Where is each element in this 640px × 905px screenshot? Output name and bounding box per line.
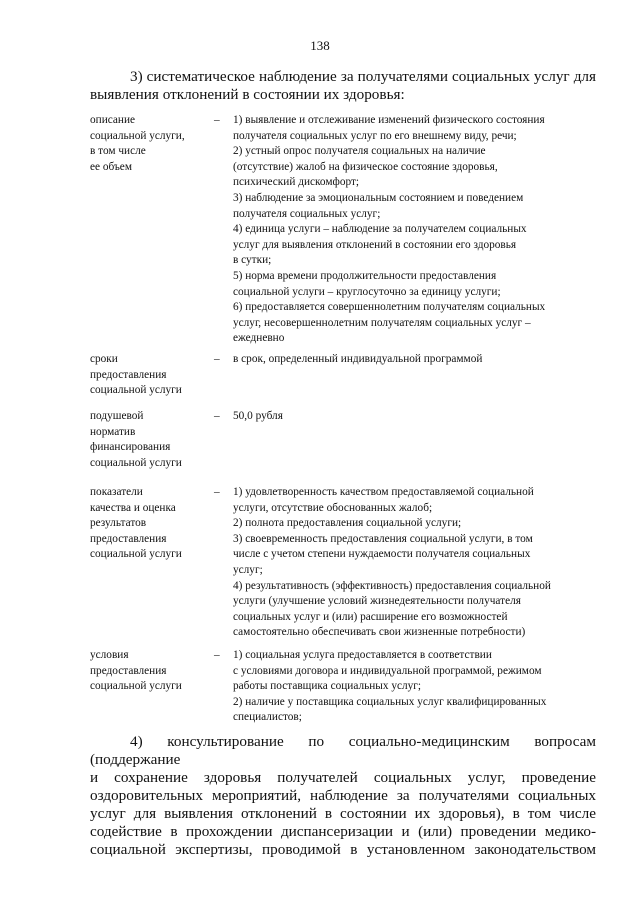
label-line: норматив	[90, 425, 136, 438]
content-line: 2) устный опрос получателя социальных на наличие	[233, 145, 486, 158]
content-line: в срок, определенный индивидуальной программой	[233, 353, 483, 365]
label-line: социальной услуги	[90, 456, 182, 469]
outro-line: оздоровительных мероприятий, наблюдение за получателями социальных	[90, 787, 596, 804]
label-line: показатели	[90, 486, 143, 498]
content-line: числе с учетом степени нуждаемости получателя социальных	[233, 548, 531, 561]
dash-separator: –	[214, 114, 220, 126]
content-line: в сутки;	[233, 254, 272, 267]
content-line: услуги (улучшение условий жизнедеятельности получателя	[233, 595, 521, 608]
section-label	[90, 113, 208, 175]
content-line: ежедневно	[233, 332, 285, 345]
content-line: услуги, отсутствие обоснованных жалоб;	[233, 501, 433, 514]
intro-paragraph: 3) систематическое наблюдение за получателями социальных услуг для выявления отклонений в состоянии их здоровья:	[90, 68, 596, 103]
label-line: описание	[90, 114, 136, 126]
content-line: социальной услуги – круглосуточно за единицу услуги;	[233, 285, 501, 298]
section-description	[90, 113, 600, 345]
dash-separator: –	[214, 410, 220, 422]
label-line: социальной услуги	[90, 680, 182, 693]
label-line: социальной услуги	[90, 384, 182, 397]
label-line: предоставления	[90, 532, 167, 545]
section-label	[90, 485, 208, 563]
content-line: 1) выявление и отслеживание изменений физического состояния	[233, 114, 545, 126]
section-funding	[90, 409, 600, 473]
content-line: 1) социальная услуга предоставляется в соответствии	[233, 649, 492, 661]
content-line: 3) наблюдение за эмоциональным состоянием и поведением	[233, 191, 524, 204]
section-conditions	[90, 648, 600, 728]
label-line: в том числе	[90, 145, 146, 158]
content-line: 4) единица услуги – наблюдение за получателем социальных	[233, 223, 527, 236]
content-line: специалистов;	[233, 711, 302, 724]
content-line: 4) результативность (эффективность) предоставления социальной	[233, 579, 551, 592]
label-line: подушевой	[90, 410, 144, 422]
label-line: качества и оценка	[90, 501, 176, 514]
label-line: финансирования	[90, 441, 171, 454]
outro-line: содействие в прохождении диспансеризации и (или) проведении медико-	[90, 823, 596, 840]
dash-separator: –	[214, 649, 220, 661]
section-content	[233, 485, 598, 641]
outro-line: и сохранение здоровья получателей социальных услуг, проведение	[90, 769, 596, 786]
label-line: сроки	[90, 353, 118, 365]
label-line: социальной услуги	[90, 548, 182, 561]
section-terms	[90, 352, 600, 400]
label-line: результатов	[90, 517, 147, 530]
label-line: предоставления	[90, 664, 167, 677]
content-line: 1) удовлетворенность качеством предоставляемой социальной	[233, 486, 534, 498]
content-line: получателя социальных услуг;	[233, 207, 381, 220]
outro-line: 4) консультирование по социально-медицинским вопросам (поддержание	[90, 733, 596, 768]
section-content	[233, 352, 598, 368]
label-line: социальной услуги,	[90, 129, 185, 142]
section-label	[90, 409, 208, 471]
content-line: 3) своевременность предоставления социальной услуги, в том	[233, 532, 533, 545]
content-line: с условиями договора и индивидуальной программой, режимом	[233, 664, 542, 677]
content-line: 2) наличие у поставщика социальных услуг квалифицированных	[233, 695, 547, 708]
outro-paragraph	[90, 733, 596, 859]
section-label	[90, 648, 208, 695]
section-quality	[90, 485, 600, 641]
content-line: работы поставщика социальных услуг;	[233, 680, 422, 693]
content-line: (отсутствие) жалоб на физическое состояние здоровья,	[233, 160, 498, 173]
content-line: 6) предоставляется совершеннолетним получателям социальных	[233, 301, 546, 314]
section-content	[233, 409, 598, 425]
content-line: получателя социальных услуг по его внешнему виду, речи;	[233, 129, 517, 142]
label-line: предоставления	[90, 368, 167, 381]
content-line: 2) полнота предоставления социальной услуги;	[233, 517, 462, 530]
outro-line: социальной экспертизы, проводимой в установленном законодательством	[90, 841, 596, 858]
label-line: ее объем	[90, 160, 132, 173]
content-line: самостоятельно обеспечивать свои жизненные потребности)	[233, 626, 526, 639]
dash-separator: –	[214, 353, 220, 365]
label-line: условия	[90, 649, 129, 661]
section-label	[90, 352, 208, 399]
outro-line: услуг для выявления отклонений в состоянии их здоровья), в том числе	[90, 805, 596, 822]
page-number: 138	[310, 38, 330, 53]
content-line: услуг;	[233, 563, 263, 576]
dash-separator: –	[214, 486, 220, 498]
content-line: 5) норма времени продолжительности предоставления	[233, 269, 497, 282]
content-line: 50,0 рубля	[233, 410, 283, 422]
content-line: услуг для выявления отклонений в состоянии его здоровья	[233, 238, 517, 251]
section-content	[233, 113, 598, 347]
content-line: услуг, несовершеннолетним получателям социальных услуг –	[233, 316, 531, 329]
content-line: социальных услуг и (или) расширение его возможностей	[233, 610, 508, 623]
section-content	[233, 648, 598, 726]
content-line: психический дискомфорт;	[233, 176, 360, 189]
